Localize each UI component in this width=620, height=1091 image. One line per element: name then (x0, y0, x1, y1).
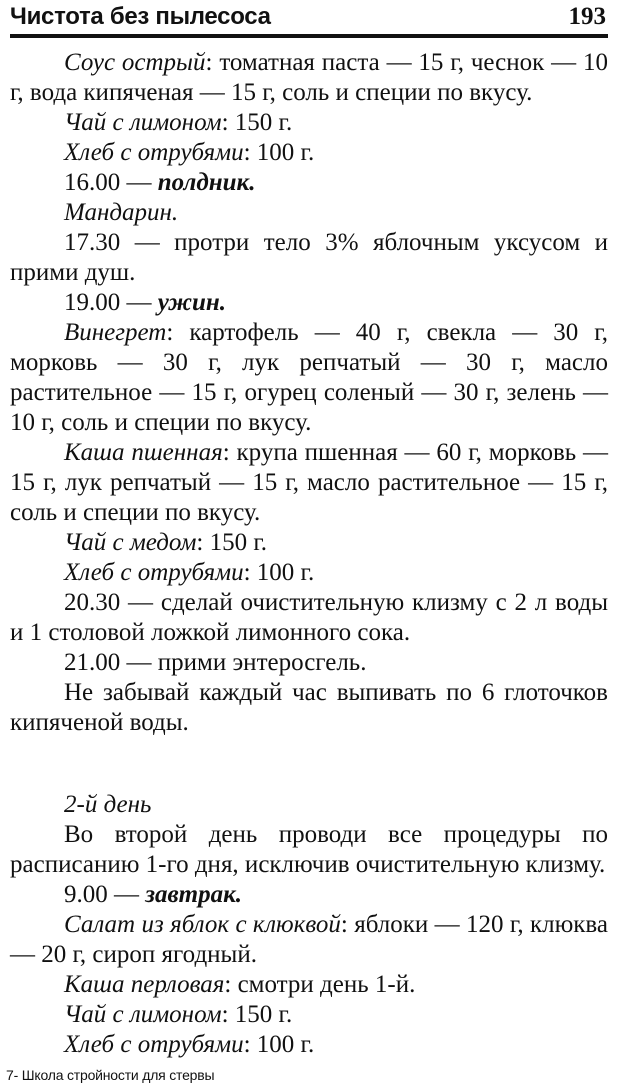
text-run: Во второй день проводи все процедуры по расписанию 1-го дня, исключив очистительную клизму. (10, 821, 608, 878)
text-run: Не забывай каждый час выпивать по 6 глоточков кипяченой воды. (10, 679, 608, 736)
header-rule (10, 34, 608, 38)
paragraph (10, 558, 608, 588)
paragraph (10, 880, 608, 910)
emphasis-run: 2-й день (64, 791, 152, 818)
signature-line: 7- Школа стройности для стервы (6, 1067, 215, 1083)
text-run: : крупа пшенная — 60 г, морковь — 15 г, лук репчатый — 15 г, масло растительное — 15 г, соль и специи по вкусу. (10, 439, 608, 526)
emphasis-run: Чай с медом (64, 529, 197, 556)
paragraph (10, 438, 608, 528)
text-run: 21.00 — прими энтеросгель. (64, 649, 367, 676)
text-run: : смотри день 1-й. (224, 971, 416, 998)
emphasis-run: Соус острый (64, 49, 206, 76)
text-run: : 100 г. (243, 1031, 315, 1058)
paragraph (10, 48, 608, 108)
emphasis-run: полдник. (157, 169, 256, 196)
paragraph (10, 228, 608, 288)
emphasis-run: Чай с лимоном (64, 1001, 222, 1028)
paragraph (10, 970, 608, 1000)
paragraph (10, 528, 608, 558)
text-run: 19.00 — (64, 289, 158, 316)
paragraph (10, 1030, 608, 1060)
page-number: 193 (568, 3, 606, 30)
paragraph (10, 678, 608, 738)
text-run: 16.00 — (64, 169, 158, 196)
paragraph (10, 790, 608, 820)
text-run: 17.30 — протри тело 3% яблочным уксусом и прими душ. (10, 229, 608, 286)
text-run: : картофель — 40 г, свекла — 30 г, морковь — 30 г, лук репчатый — 30 г, масло растительное — 15 г, огурец соленый — 30 г, зелень — 10 г, соль и специи по вкусу. (10, 319, 608, 436)
text-run: 9.00 — (64, 881, 146, 908)
emphasis-run: Чай с лимоном (64, 109, 222, 136)
paragraph (10, 318, 608, 438)
text-run: : 150 г. (221, 109, 293, 136)
emphasis-run: Салат из яблок с клюквой (64, 911, 341, 938)
paragraph (10, 588, 608, 648)
paragraph (10, 168, 608, 198)
body-text (10, 48, 608, 1060)
text-run: : томатная паста — 15 г, чеснок — 10 г, вода кипяченая — 15 г, соль и специи по вкусу. (10, 49, 609, 106)
emphasis-run: Хлеб с отрубями (64, 559, 244, 586)
running-header (10, 2, 606, 36)
emphasis-run: Мандарин. (64, 199, 179, 226)
text-run: : 100 г. (243, 559, 315, 586)
text-run: : яблоки — 120 г, клюква — 20 г, сироп ягодный. (10, 911, 608, 968)
emphasis-run: Хлеб с отрубями (64, 1031, 244, 1058)
paragraph (10, 108, 608, 138)
running-title: Чистота без пылесоса (10, 3, 271, 30)
text-run: : 150 г. (221, 1001, 293, 1028)
emphasis-run: Каша перловая (64, 971, 225, 998)
paragraph (10, 138, 608, 168)
paragraph (10, 910, 608, 970)
text-run: : 100 г. (243, 139, 315, 166)
paragraph (10, 198, 608, 228)
paragraph (10, 820, 608, 880)
paragraph (10, 648, 608, 678)
emphasis-run: завтрак. (145, 881, 243, 908)
emphasis-run: ужин. (157, 289, 227, 316)
emphasis-run: Хлеб с отрубями (64, 139, 244, 166)
text-run: : 150 г. (196, 529, 268, 556)
paragraph (10, 1000, 608, 1030)
text-run: 20.30 — сделай очистительную клизму с 2 л воды и 1 столовой ложкой лимонного сока. (10, 589, 608, 646)
paragraph (10, 288, 608, 318)
emphasis-run: Винегрет (64, 319, 167, 346)
emphasis-run: Каша пшенная (64, 439, 223, 466)
